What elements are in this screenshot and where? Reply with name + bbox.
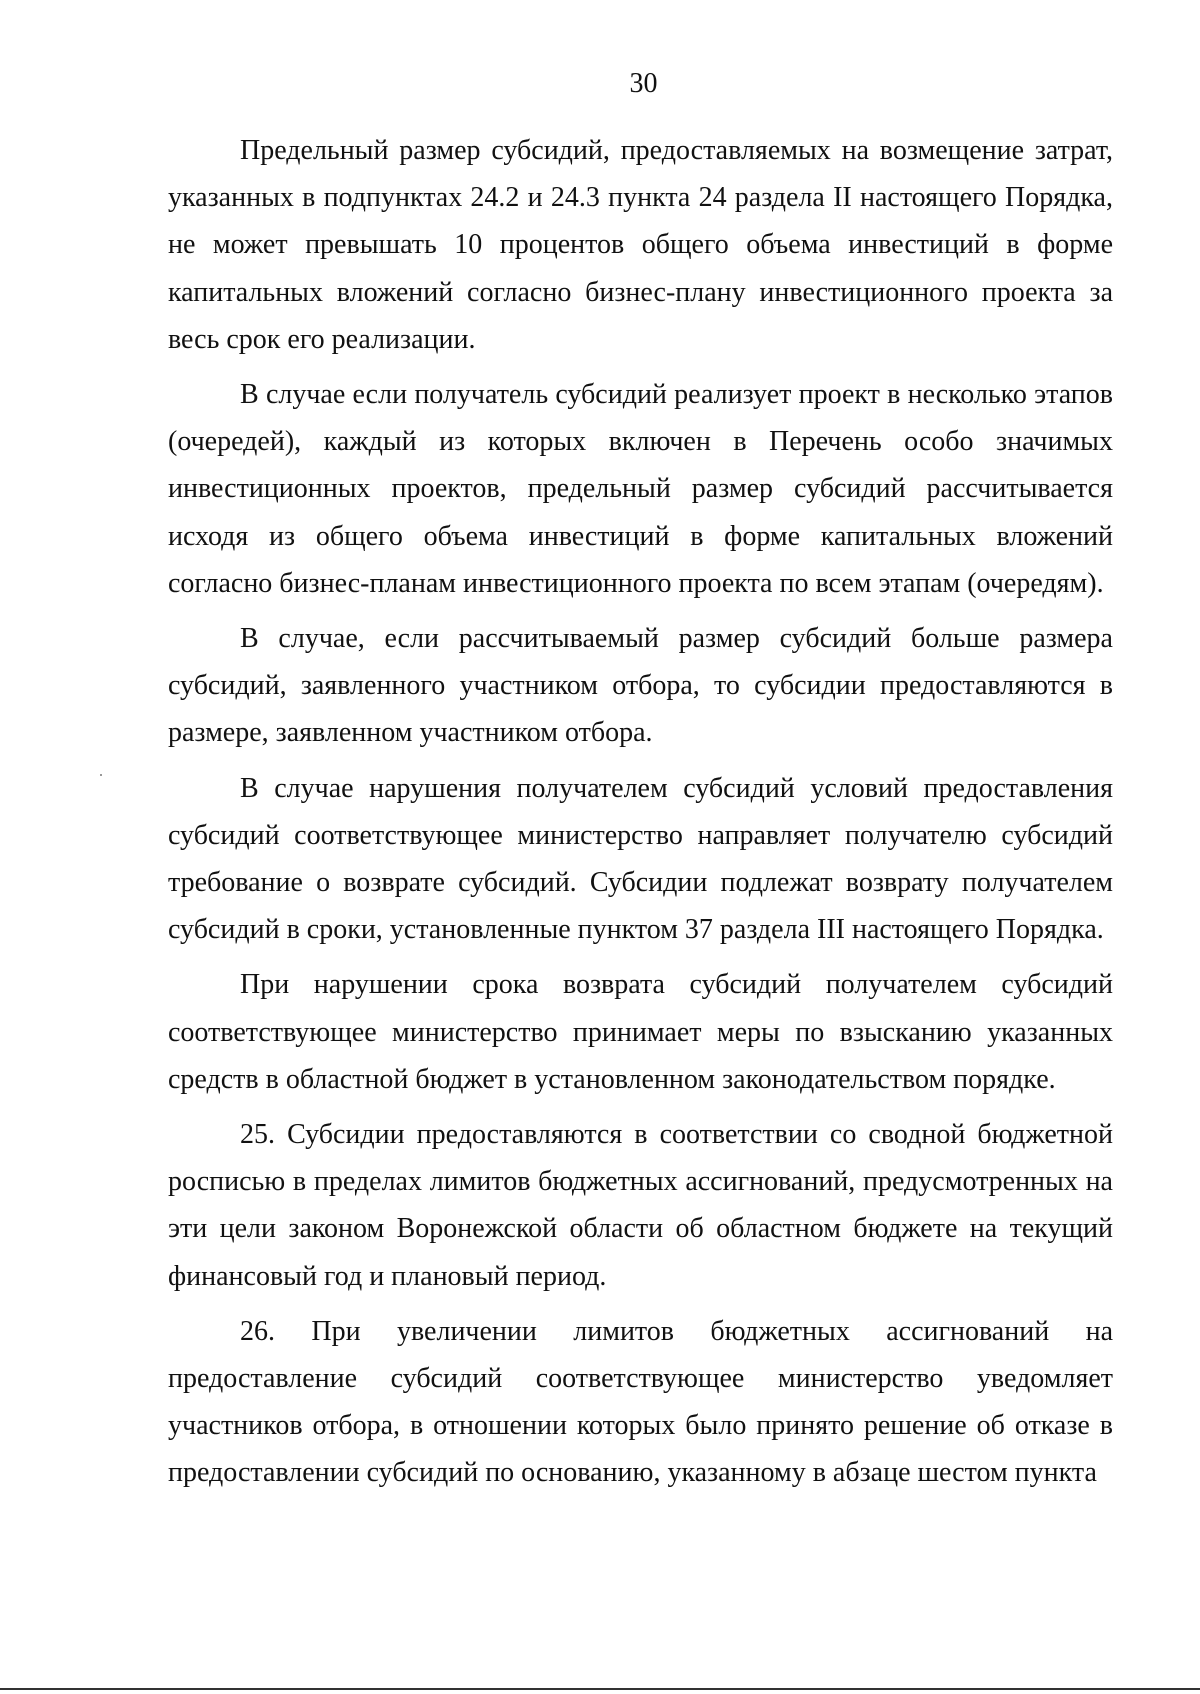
bottom-edge-line (0, 1688, 1200, 1690)
paragraph-item-25: 25. Субсидии предоставляются в соответствии со сводной бюджетной росписью в пределах лимитов бюджетных ассигнований, предусмотренных на эти цели законом Воронежской области об областном бюджете на текущий финансовый год и плановый период. (168, 1119, 1113, 1292)
paragraph-project-stages: В случае если получатель субсидий реализует проект в несколько этапов (очередей), каждый из которых включен в Перечень особо значимых инвестиционных проектов, предельный размер субсидий рассчитывается исходя из общего объема инвестиций в форме капитальных вложений согласно бизнес-планам инвестиционного проекта по всем этапам (очередям). (168, 379, 1113, 599)
paragraph-declared-amount: В случае, если рассчитываемый размер субсидий больше размера субсидий, заявленного участником отбора, то субсидии предоставляются в размере, заявленном участником отбора. (168, 623, 1113, 749)
page-number: 30 (629, 68, 658, 99)
paragraph-item-26: 26. При увеличении лимитов бюджетных ассигнований на предоставление субсидий соответствующее министерство уведомляет участников отбора, в отношении которых было принято решение об отказе в предоставлении субсидий по основанию, указанному в абзаце шестом пункта (168, 1315, 1113, 1489)
document-body (168, 127, 1113, 1497)
paragraph-refund-deadline: При нарушении срока возврата субсидий получателем субсидий соответствующее министерство принимает меры по взысканию указанных средств в областной бюджет в установленном законодательством порядке. (168, 969, 1113, 1095)
scan-speck (100, 774, 102, 776)
paragraph-violation-refund: В случае нарушения получателем субсидий условий предоставления субсидий соответствующее министерство направляет получателю субсидий требование о возврате субсидий. Субсидии подлежат возврату получателем субсидий в сроки, установленные пунктом 37 раздела III настоящего Порядка. (168, 772, 1113, 946)
paragraph-subsidy-limit: Предельный размер субсидий, предоставляемых на возмещение затрат, указанных в подпунктах 24.2 и 24.3 пункта 24 раздела II настоящего Порядка, не может превышать 10 процентов общего объема инвестиций в форме капитальных вложений согласно бизнес-плану инвестиционного проекта за весь срок его реализации. (168, 135, 1113, 355)
